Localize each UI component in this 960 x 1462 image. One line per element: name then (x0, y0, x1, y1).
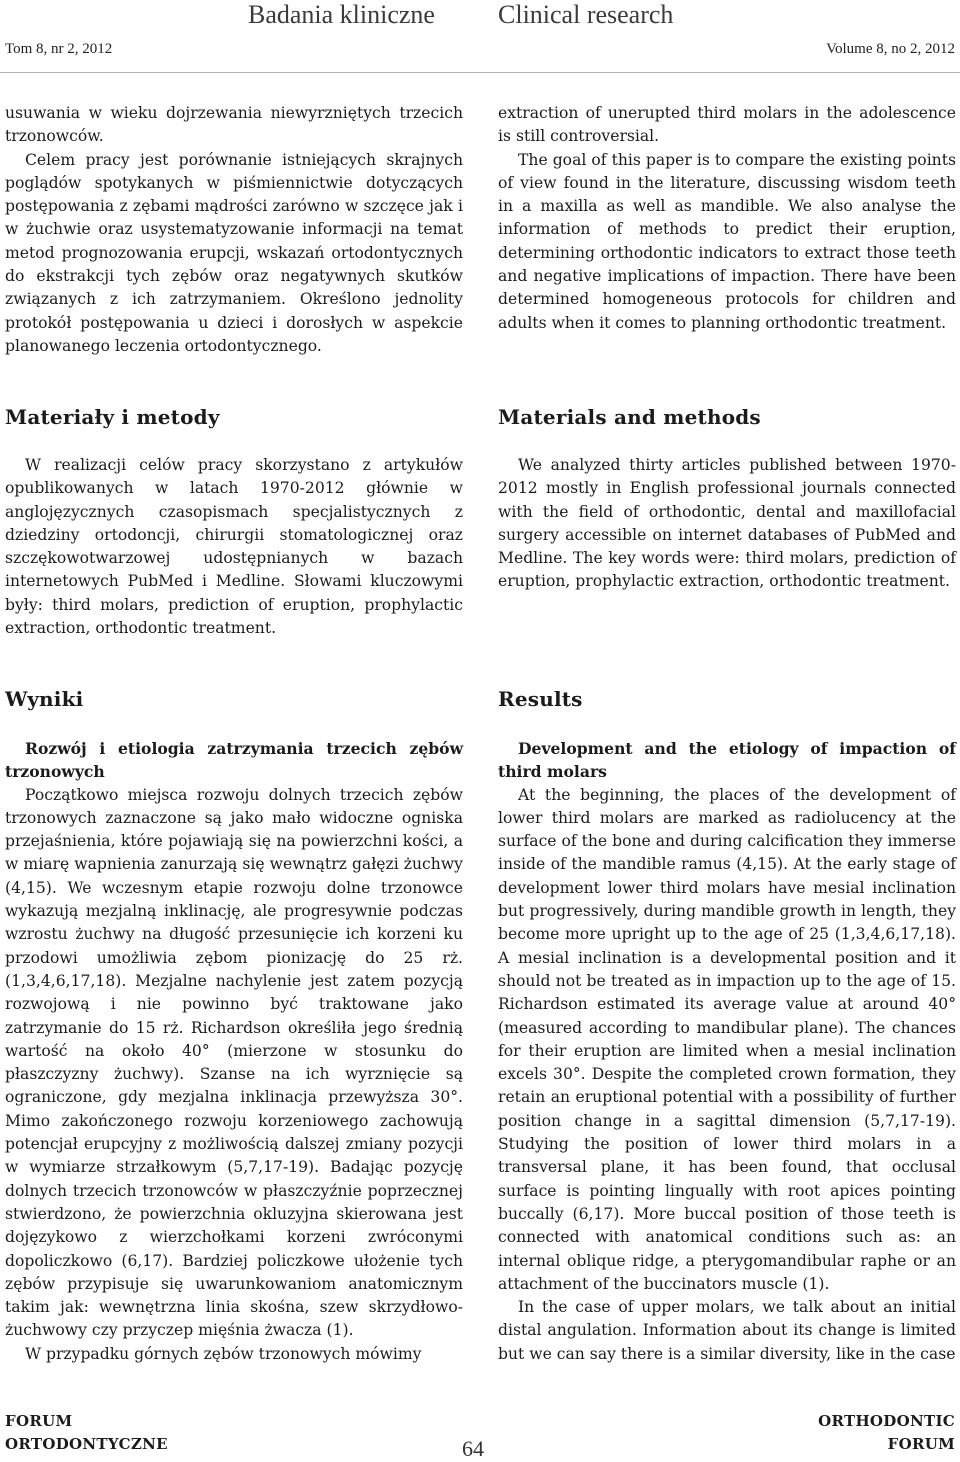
results-column-pl (5, 737, 463, 1366)
intro-paragraph-pl-2: Celem pracy jest porównanie istniejących skrajnych poglądów spotykanych w piśmiennictwie dotyczących postępowania z zębami mądrości zarówno w szczęce jak i w żuchwie oraz usystematyzowanie informacji na temat metod prognozowania erupcji, wskazań ortodontycznych do ekstrakcji tych zębów oraz negatywnych skutków związanych z ich zatrzymaniem. Określono jednolity protokół postępowania u dzieci i dorosłych w aspekcie planowanego leczenia ortodontycznego. (5, 150, 463, 355)
intro-column-en (498, 102, 956, 335)
volume-label-en: Volume 8, no 2, 2012 (826, 41, 955, 57)
results-heading-en: Results (498, 687, 583, 711)
footer-journal-pl-line1: FORUM (5, 1412, 73, 1430)
results-paragraph-en-2: In the case of upper molars, we talk about an initial distal angulation. Information about its change is limited but we can say there is a similar diversity, like in the case (498, 1298, 956, 1363)
volume-label-pl: Tom 8, nr 2, 2012 (5, 41, 113, 57)
running-title-pl: Badania kliniczne (248, 0, 435, 29)
footer-journal-en-line1: ORTHODONTIC (818, 1412, 955, 1430)
methods-column-en (498, 454, 956, 594)
results-paragraph-en-1: At the beginning, the places of the development of lower third molars are marked as radiolucency at the surface of the bone and during calcification they immerse inside of the mandible ramus (4,15). At the early stage of development lower third molars have mesial inclination but progressively, during mandible growth in length, they become more upright up to the age of 25 (1,3,4,6,17,18). A mesial inclination is a developmental position and it should not be treated as in impaction up to the age of 15. Richardson estimated its average value at around 40° (measured according to mandibular plane). The chances for their eruption are limited when a mesial inclination excels 30°. Despite the completed crown formation, they retain an eruptional potential with a possibility of further position change in a sagittal dimension (5,7,17-19). Studying the position of lower third molars in a transversal plane, it has been found, that occlusal surface is pointing lingually with root apices pointing buccally (6,17). More buccal position of those teeth is connected with anatomical conditions such as: an internal oblique ridge, a pterygomandibular raphe or an attachment of the buccinators muscle (1). (498, 785, 957, 1293)
results-paragraph-pl-1: Początkowo miejsca rozwoju dolnych trzecich zębów trzonowych zaznaczone są jako mało widoczne ogniska przejaśnienia, które pojawiają się na powierzchni kości, a w miarę wapnienia zanurzają się wewnątrz gałęzi żuchwy (4,15). We wczesnym etapie rozwoju dolne trzonowce wykazują mezjalną inklinację, ale progresywnie podczas wzrostu żuchwy na długość przesunięcie ich korzeni ku przodowi umożliwia zębom pionizację do 25 rż. (1,3,4,6,17,18). Mezjalne nachylenie jest zatem pozycją rozwojową i nie powinno być traktowane jako zatrzymanie do 15 rż. Richardson określiła jego średnią wartość na około 40° (mierzone w stosunku do płaszczyzny żuchwy). Szanse na ich wyrznięcie są ograniczone, gdy mezjalna inklinacja przewyższa 30°. Mimo zakończonego rozwoju korzeniowego zachowują potencjał erupcyjny z możliwością dalszej zmiany pozycji w wymiarze strzałkowym (5,7,17-19). Badając pozycję dolnych trzecich trzonowców w płaszczyźnie poprzecznej stwierdzono, że powierzchnia okluzyjna skierowana jest dojęzykowo z wierzchołkami korzeni zwróconymi dopoliczkowo (6,17). Bardziej policzkowe ułożenie tych zębów przypisuje się uwarunkowaniom anatomicznym takim jak: wewnętrzna linia skośna, szew skrzydłowo-żuchwowy czy przyczep mięśnia żwacza (1). (5, 785, 463, 1340)
results-heading-pl: Wyniki (5, 687, 84, 711)
header-rule (0, 72, 960, 73)
methods-column-pl (5, 454, 463, 640)
results-column-en (498, 737, 956, 1366)
intro-paragraph-pl-1: usuwania w wieku dojrzewania niewyrzniętych trzecich trzonowców. (5, 104, 463, 146)
page-number: 64 (462, 1436, 484, 1461)
results-subheading-pl: Rozwój i etiologia zatrzymania trzecich zębów trzonowych (5, 739, 463, 782)
footer-journal-pl-line2: ORTODONTYCZNE (5, 1435, 168, 1453)
intro-paragraph-en-1: extraction of unerupted third molars in the adolescence is still controversial. (498, 104, 956, 146)
footer-journal-pl (5, 1410, 168, 1456)
intro-column-pl (5, 102, 463, 358)
methods-paragraph-en: We analyzed thirty articles published between 1970-2012 mostly in English professional journals connected with the field of orthodontic, dental and maxillofacial surgery accessible on internet databases of PubMed and Medline. The key words were: third molars, prediction of eruption, prophylactic extraction, orthodontic treatment. (498, 456, 956, 591)
methods-paragraph-pl: W realizacji celów pracy skorzystano z artykułów opublikowanych w latach 1970-2012 głównie w anglojęzycznych czasopismach specjalistycznych z dziedziny ortodoncji, chirurgii stomatologicznej oraz szczękowotwarzowej udostępnianych w bazach internetowych PubMed i Medline. Słowami kluczowymi były: third molars, prediction of eruption, prophylactic extraction, orthodontic treatment. (5, 456, 463, 638)
footer-journal-en (818, 1410, 955, 1456)
results-paragraph-pl-2: W przypadku górnych zębów trzonowych mówimy (25, 1344, 422, 1363)
footer-journal-en-line2: FORUM (887, 1435, 955, 1453)
methods-heading-pl: Materiały i metody (5, 405, 220, 429)
results-subheading-en: Development and the etiology of impaction of third molars (498, 739, 956, 782)
methods-heading-en: Materials and methods (498, 405, 761, 429)
running-title-en: Clinical research (498, 0, 674, 29)
intro-paragraph-en-2: The goal of this paper is to compare the existing points of view found in the literature, discussing wisdom teeth in a maxilla as well as mandible. We also analyse the information of methods to predict their eruption, determining orthodontic indicators to extract those teeth and negative implications of impaction. There have been determined homogeneous protocols for children and adults when it comes to planning orthodontic treatment. (498, 150, 956, 332)
